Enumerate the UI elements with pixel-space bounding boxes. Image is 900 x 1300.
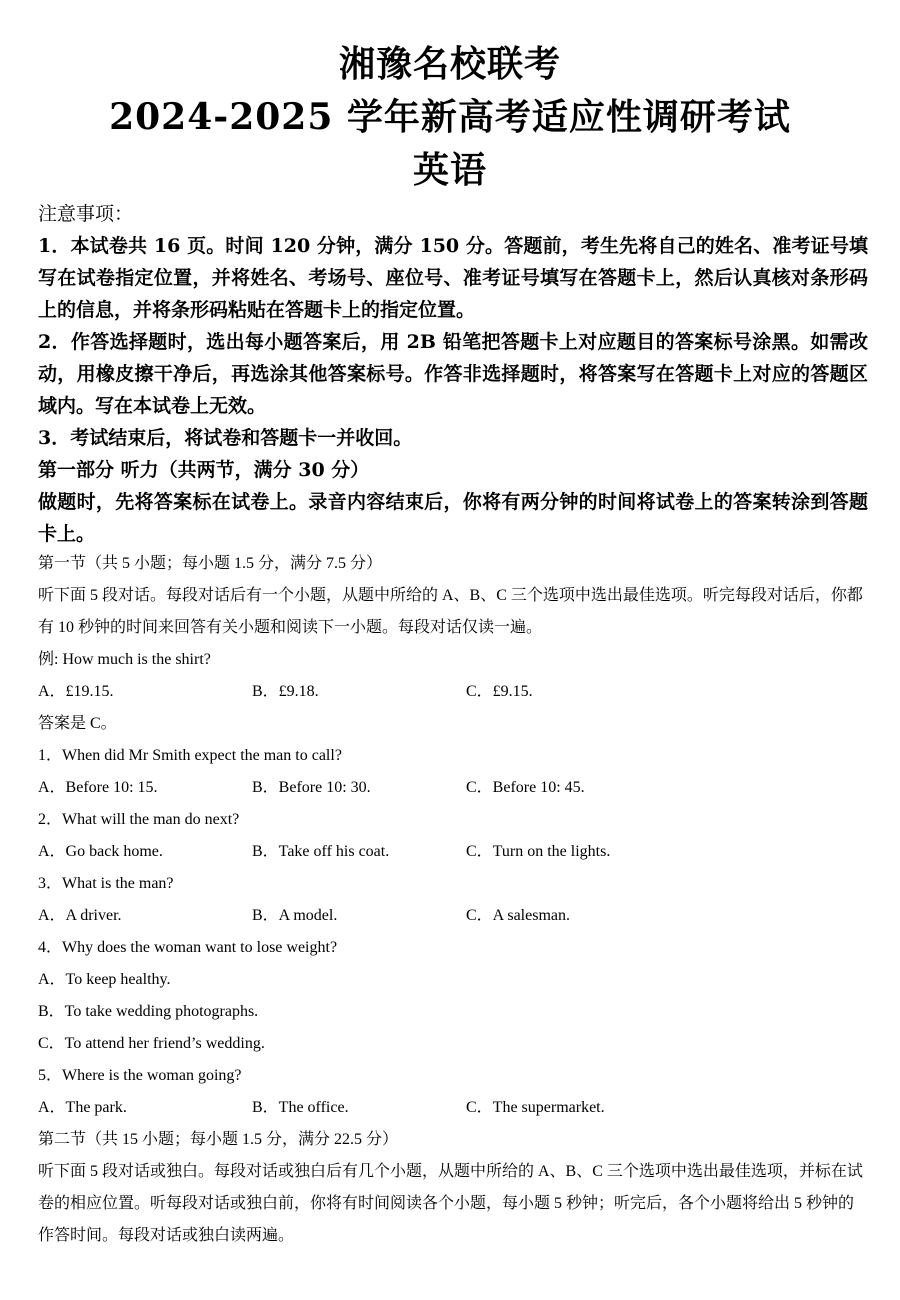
q2-option-a: A．Go back home. bbox=[38, 843, 163, 860]
q1-option-a: A．Before 10: 15. bbox=[38, 779, 158, 796]
question-5-options bbox=[38, 1092, 868, 1124]
question-3-options bbox=[38, 900, 868, 932]
question-5: 5．Where is the woman going? bbox=[38, 1067, 242, 1084]
notice-heading: 注意事项： bbox=[38, 203, 134, 225]
question-4: 4．Why does the woman want to lose weight? bbox=[38, 939, 338, 956]
q1-option-c: C．Before 10: 45. bbox=[466, 779, 585, 796]
question-1-options bbox=[38, 772, 868, 804]
q4-option-a: A．To keep healthy. bbox=[38, 971, 171, 988]
notice-item-3: 3．考试结束后，将试卷和答题卡一并收回。 bbox=[38, 427, 413, 449]
exam-organizer-title: 湘豫名校联考 bbox=[338, 43, 561, 85]
question-2-options bbox=[38, 836, 868, 868]
example-options bbox=[38, 676, 868, 708]
q3-option-a: A．A driver. bbox=[38, 907, 122, 924]
example-answer: 答案是 C。 bbox=[38, 715, 117, 732]
section1-instructions: 听下面 5 段对话。每段对话后有一个小题，从题中所给的 A、B、C 三个选项中选出最佳选项。听完每段对话后，你都有 10 秒钟的时间来回答有关小题和阅读下一小题。每段对话仅读一遍。 bbox=[38, 587, 863, 636]
exam-name-title: 2024-2025 学年新高考适应性调研考试 bbox=[109, 96, 791, 138]
q2-option-c: C．Turn on the lights. bbox=[466, 843, 611, 860]
example-option-b: B．£9.18. bbox=[252, 683, 319, 700]
q5-option-c: C．The supermarket. bbox=[466, 1099, 605, 1116]
question-2: 2．What will the man do next? bbox=[38, 811, 240, 828]
part1-description: 做题时，先将答案标在试卷上。录音内容结束后，你将有两分钟的时间将试卷上的答案转涂到答题卡上。 bbox=[38, 491, 868, 545]
notice-item-2: 2．作答选择题时，选出每小题答案后，用 2B 铅笔把答题卡上对应题目的答案标号涂黑。如需改动，用橡皮擦干净后，再选涂其他答案标号。作答非选择题时，将答案写在答题卡上对应的答题区域内。写在本试卷上无效。 bbox=[38, 331, 868, 417]
q5-option-a: A．The park. bbox=[38, 1099, 127, 1116]
question-1: 1．When did Mr Smith expect the man to call? bbox=[38, 747, 342, 764]
q5-option-b: B．The office. bbox=[252, 1099, 349, 1116]
section2-title: 第二节（共 15 小题；每小题 1.5 分，满分 22.5 分） bbox=[38, 1131, 399, 1148]
question-3: 3．What is the man? bbox=[38, 875, 174, 892]
q3-option-b: B．A model. bbox=[252, 907, 338, 924]
q1-option-b: B．Before 10: 30. bbox=[252, 779, 371, 796]
subject-title: 英语 bbox=[412, 149, 487, 191]
example-question: 例: How much is the shirt? bbox=[38, 651, 211, 668]
q2-option-b: B．Take off his coat. bbox=[252, 843, 390, 860]
section2-instructions: 听下面 5 段对话或独白。每段对话或独白后有几个小题，从题中所给的 A、B、C 三个选项中选出最佳选项，并标在试卷的相应位置。听每段对话或独白前，你将有时间阅读各个小题，每小题 5 秒钟；听完后，各个小题将给出 5 秒钟的作答时间。每段对话或独白读两遍。 bbox=[38, 1163, 863, 1244]
q4-option-b: B．To take wedding photographs. bbox=[38, 1003, 259, 1020]
example-option-c: C．£9.15. bbox=[466, 683, 533, 700]
part1-heading: 第一部分 听力（共两节，满分 30 分） bbox=[38, 459, 370, 481]
example-option-a: A．£19.15. bbox=[38, 683, 114, 700]
notice-item-1: 1．本试卷共 16 页。时间 120 分钟，满分 150 分。答题前，考生先将自己的姓名、准考证号填写在试卷指定位置，并将姓名、考场号、座位号、准考证号填写在答题卡上，然后认真核对条形码上的信息，并将条形码粘贴在答题卡上的指定位置。 bbox=[38, 235, 868, 321]
listening-section bbox=[38, 548, 868, 1252]
q4-option-c: C．To attend her friend’s wedding. bbox=[38, 1035, 265, 1052]
q3-option-c: C．A salesman. bbox=[466, 907, 570, 924]
notice-section bbox=[38, 198, 868, 550]
section1-title: 第一节（共 5 小题；每小题 1.5 分，满分 7.5 分） bbox=[38, 555, 383, 572]
